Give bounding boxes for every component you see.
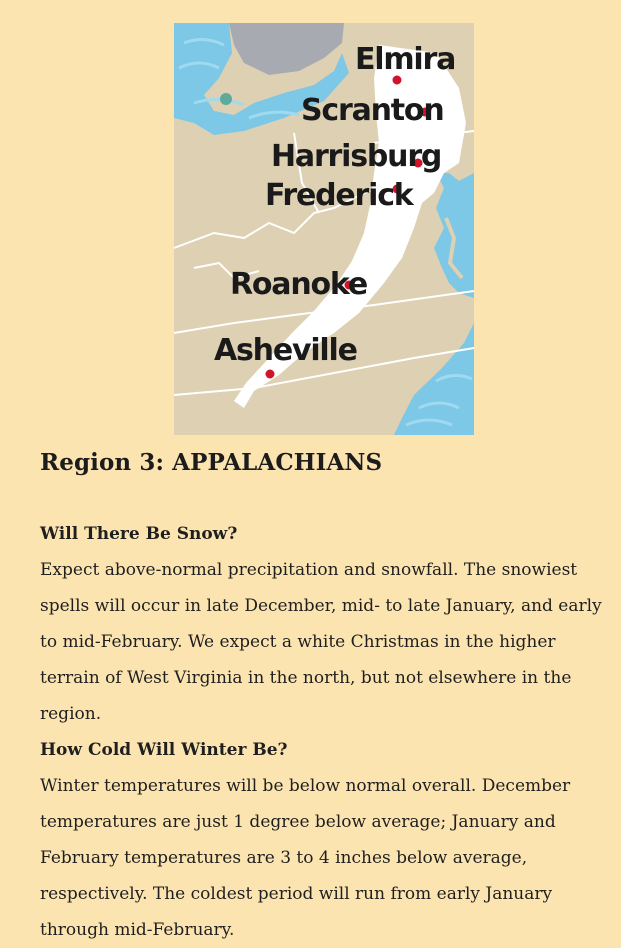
cold-answer-text: Winter temperatures will be below normal overall. December temperatures are just 1 degree below average; January and February temperatures are 3 to 4 inches below average, respectively. The coldest period will run from early January through mid-February. (40, 776, 571, 940)
city-label-harrisburg: Harrisburg (271, 139, 442, 174)
forecast-content (40, 516, 615, 948)
snow-question-heading: Will There Be Snow? (40, 524, 238, 544)
region-map (174, 23, 474, 435)
cold-question-heading: How Cold Will Winter Be? (40, 740, 288, 760)
city-label-elmira: Elmira (355, 42, 456, 77)
city-label-scranton: Scranton (301, 93, 444, 128)
city-label-roanoke: Roanoke (230, 267, 368, 302)
city-label-frederick: Frederick (265, 178, 413, 213)
city-dot-asheville (266, 370, 275, 379)
city-label-asheville: Asheville (214, 333, 357, 368)
region-title: Region 3: APPALACHIANS (40, 449, 383, 476)
snow-answer-text: Expect above-normal precipitation and snowfall. The snowiest spells will occur in late December, mid- to late January, and early to mid-February. We expect a white Christmas in the higher terrain of West Virginia in the north, but not elsewhere in the region. (40, 560, 602, 724)
